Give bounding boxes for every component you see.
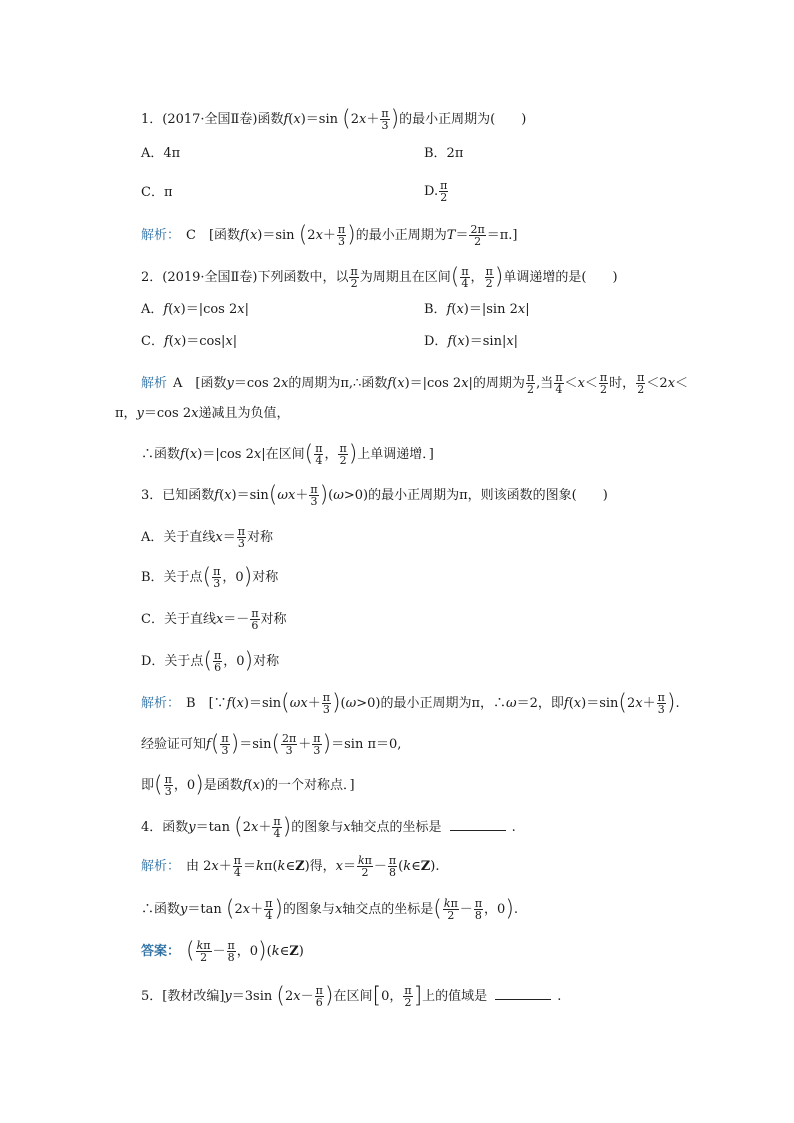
q1-option-d: D. $\frac{\pi}{2}$: [424, 179, 448, 204]
analysis-label: 解析：: [141, 859, 181, 874]
q3-stem: 3．已知函数f(x)＝sin(ωx＋ $\frac{\pi}{3}$ )(ω>0)的最小正周期为π，则该函数的图象( ): [141, 482, 608, 508]
q2-option-a: A．f(x)＝|cos 2x|: [141, 302, 249, 317]
q1-option-b: B．2π: [424, 146, 464, 161]
q3-option-a: A．关于直线x＝ $\frac{\pi}{3}$ 对称: [141, 525, 273, 550]
answer-blank: [495, 987, 551, 1000]
q2-analysis-line2: π，y＝cos 2x递减且为负值，: [115, 406, 290, 421]
q1-stem: 1．(2017·全国Ⅱ卷)函数f(x)＝sin (2x＋ $\frac{\pi}{3}$ )的最小正周期为( ): [141, 106, 527, 132]
q1-option-c: C．π: [141, 185, 173, 200]
answer-label: 答案：: [141, 944, 181, 959]
analysis-label: 解析：: [141, 696, 181, 711]
q2-option-c: C．f(x)＝cos|x|: [141, 334, 238, 349]
q4-stem: 4．函数y＝tan (2x＋ $\frac{\pi}{4}$ )的图象与x轴交点的坐标是 .: [141, 814, 516, 840]
q2-stem: 2．(2019·全国Ⅱ卷)下列函数中，以 $\frac{\pi}{2}$ 为周期且在区间( $\frac{\pi}{4}$ ， $\frac{\pi}{2}$ )单调递增的是( ): [141, 264, 618, 290]
q2-analysis-line1: 解析 A [函数y＝cos 2x的周期为π,∴函数f(x)＝|cos 2x|的周期为 $\frac{\pi}{2}$ ,当 $\frac{\pi}{4}$ ＜x＜ $\frac{\pi}{2}$ 时， $\frac{\pi}{2}$ ＜2x＜: [141, 371, 689, 396]
q2-option-d: D．f(x)＝sin|x|: [424, 334, 519, 349]
analysis-label: 解析：: [141, 228, 181, 243]
q1-analysis: 解析： C [函数f(x)＝sin (2x＋ $\frac{\pi}{3}$ )的最小正周期为T＝ $\frac{2\pi}{2}$ ＝π.]: [141, 222, 518, 248]
answer-blank: [450, 818, 506, 831]
q1-option-a: A．4π: [141, 146, 181, 161]
analysis-label: 解析: [141, 376, 168, 391]
q3-analysis-line2: 经验证可知f( $\frac{\pi}{3}$ )＝sin( $\frac{2\pi}{3}$ ＋ $\frac{\pi}{3}$ )＝sin π＝0,: [141, 731, 402, 757]
q3-analysis-line1: 解析： B [∵f(x)＝sin(ωx＋ $\frac{\pi}{3}$ )(ω>0)的最小正周期为π，∴ω＝2，即f(x)＝sin(2x＋ $\frac{\pi}{3}$ ).: [141, 690, 680, 716]
q2-analysis-line3: ∴函数f(x)＝|cos 2x|在区间( $\frac{\pi}{4}$ ， $\frac{\pi}{2}$ )上单调递增．]: [141, 441, 434, 467]
q3-option-c: C．关于直线x＝－ $\frac{\pi}{6}$ 对称: [141, 607, 287, 632]
q4-answer: 答案： ( $\frac{k\pi}{2}$ － $\frac{\pi}{8}$ ，0)(k∈Z): [141, 938, 304, 964]
q4-analysis-line1: 解析： 由 2x＋ $\frac{\pi}{4}$ ＝kπ(k∈Z)得，x＝ $\frac{k\pi}{2}$ － $\frac{\pi}{8}$ (k∈Z).: [141, 854, 440, 879]
q3-option-d: D．关于点( $\frac{\pi}{6}$ ，0)对称: [141, 648, 280, 674]
q2-option-b: B．f(x)＝|sin 2x|: [424, 302, 530, 317]
q5-stem: 5．[教材改编]y＝3sin (2x－ $\frac{\pi}{6}$ )在区间[0， $\frac{\pi}{2}$ ]上的值域是 .: [141, 983, 562, 1009]
q4-analysis-line2: ∴函数y＝tan (2x＋ $\frac{\pi}{4}$ )的图象与x轴交点的坐标是( $\frac{k\pi}{2}$ － $\frac{\pi}{8}$ ，0).: [141, 896, 519, 922]
q3-option-b: B．关于点( $\frac{\pi}{3}$ ，0)对称: [141, 564, 279, 590]
q3-analysis-line3: 即( $\frac{\pi}{3}$ ，0)是函数f(x)的一个对称点．]: [141, 772, 355, 798]
